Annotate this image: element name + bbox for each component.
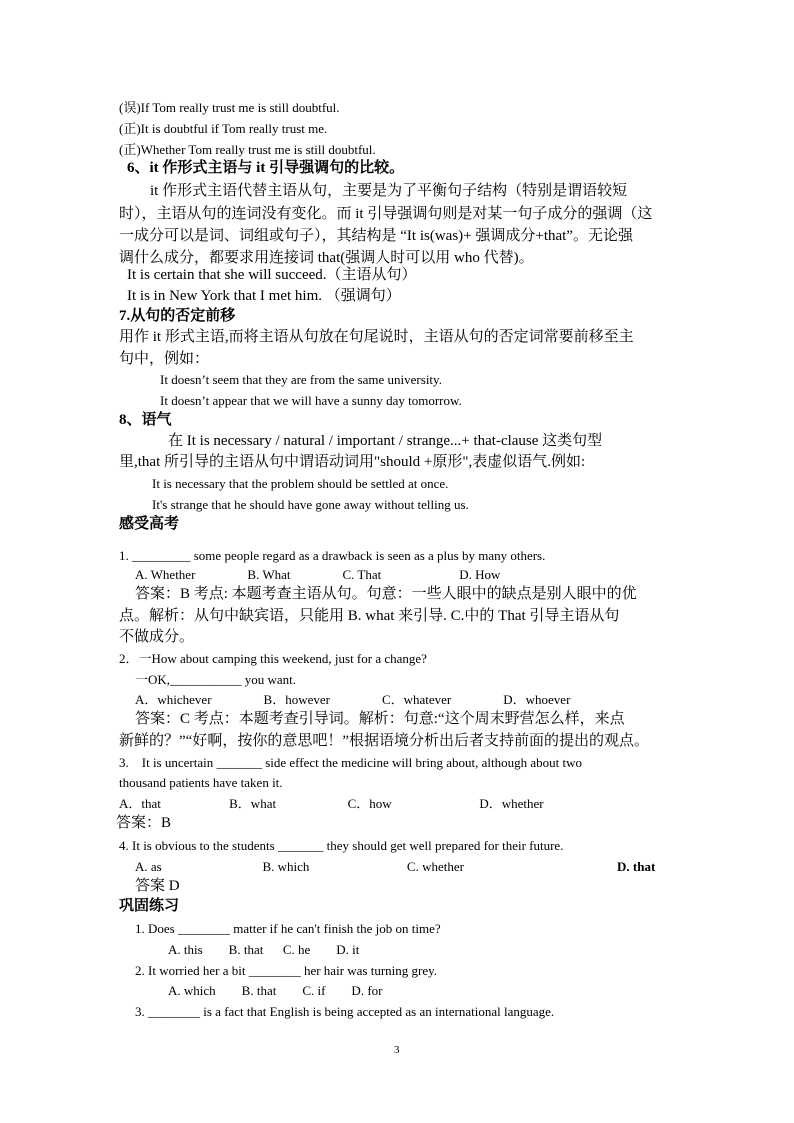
- question-line: 3. It is uncertain _______ side effect the medicine will bring about, although about two: [119, 755, 582, 770]
- question-line: 1. _________ some people regard as a drawback is seen as a plus by many others.: [119, 548, 546, 563]
- section-heading: 8、语气: [119, 412, 172, 428]
- example-line: It's strange that he should have gone away without telling us.: [152, 497, 469, 512]
- text-line: (正)Whether Tom really trust me is still doubtful.: [119, 142, 376, 157]
- options-line: A. which B. that C. if D. for: [168, 983, 383, 998]
- answer-line: 不做成分。: [119, 629, 195, 645]
- question-line: 1. Does ________ matter if he can't finish the job on time?: [135, 921, 441, 936]
- text-line: it 作形式主语代替主语从句，主要是为了平衡句子结构（特别是谓语较短: [150, 183, 628, 199]
- example-line: It doesn’t appear that we will have a sunny day tomorrow.: [160, 393, 462, 408]
- example-line: It is in New York that I met him. （强调句）: [127, 288, 401, 304]
- options-line: A. this B. that C. he D. it: [168, 942, 360, 957]
- text-line: 在 It is necessary / natural / important / strange...+ that-clause 这类句型: [168, 433, 603, 449]
- answer-line: 新鲜的？”“好啊，按你的意思吧！”根据语境分析出后者支持前面的提出的观点。: [119, 733, 649, 749]
- question-line: thousand patients have taken it.: [119, 775, 283, 790]
- text-line: (正)It is doubtful if Tom really trust me.: [119, 121, 328, 136]
- text-line: 用作 it 形式主语,而将主语从句放在句尾说时，主语从句的否定词常要前移至主: [119, 329, 634, 345]
- answer-line: 答案：B 考点: 本题考查主语从句。句意：一些人眼中的缺点是别人眼中的优: [135, 586, 637, 602]
- text-line: 时），主语从句的连词没有变化。而 it 引导强调句则是对某一句子成分的强调（这: [119, 206, 653, 222]
- example-line: It is necessary that the problem should be settled at once.: [152, 476, 449, 491]
- answer-line: 点。解析：从句中缺宾语，只能用 B. what 来引导. C.中的 That 引导主语从句: [119, 608, 620, 624]
- question-line: 4. It is obvious to the students _______ they should get well prepared for their future.: [119, 838, 564, 853]
- text-line: 句中，例如：: [119, 351, 210, 367]
- section-heading: 7.从句的否定前移: [119, 308, 236, 324]
- example-line: It is certain that she will succeed.（主语从句）: [127, 267, 417, 283]
- question-line: 2. It worried her a bit ________ her hair was turning grey.: [135, 963, 438, 978]
- answer-line: 答案：C 考点：本题考查引导词。解析：句意:“这个周末野营怎么样，来点: [135, 711, 625, 727]
- options-line: A．whichever B．however C．whatever D．whoever: [135, 692, 571, 707]
- answer-line: 答案：B: [116, 815, 172, 831]
- text-line: (误)If Tom really trust me is still doubtful.: [119, 100, 340, 115]
- question-line: 3. ________ is a fact that English is being accepted as an international language.: [135, 1004, 555, 1019]
- options-line: A. as B. which C. whether: [135, 859, 464, 874]
- example-line: It doesn’t seem that they are from the same university.: [160, 372, 442, 387]
- options-line: A. Whether B. What C. That D. How: [135, 567, 501, 582]
- text-line: 里,that 所引导的主语从句中谓语动词用"should +原形",表虚似语气.例如:: [119, 454, 586, 470]
- question-line: 一OK,___________ you want.: [135, 672, 297, 687]
- answer-line: 答案 D: [135, 878, 180, 894]
- options-line: A．that B．what C．how D．whether: [119, 796, 544, 811]
- section-heading: 巩固练习: [119, 898, 180, 914]
- question-line: 2．一How about camping this weekend, just for a change?: [119, 651, 427, 666]
- section-heading: 6、it 作形式主语与 it 引导强调句的比较。: [127, 160, 405, 176]
- section-heading: 感受高考: [119, 516, 180, 532]
- page-number: 3: [394, 1044, 400, 1056]
- text-line: 一成分可以是词、词组或句子），其结构是 “It is(was)+ 强调成分+that”。无论强: [119, 228, 633, 244]
- text-line: 调什么成分，都要求用连接词 that(强调人时可以用 who 代替)。: [119, 250, 534, 266]
- correct-option: D. that: [617, 859, 656, 874]
